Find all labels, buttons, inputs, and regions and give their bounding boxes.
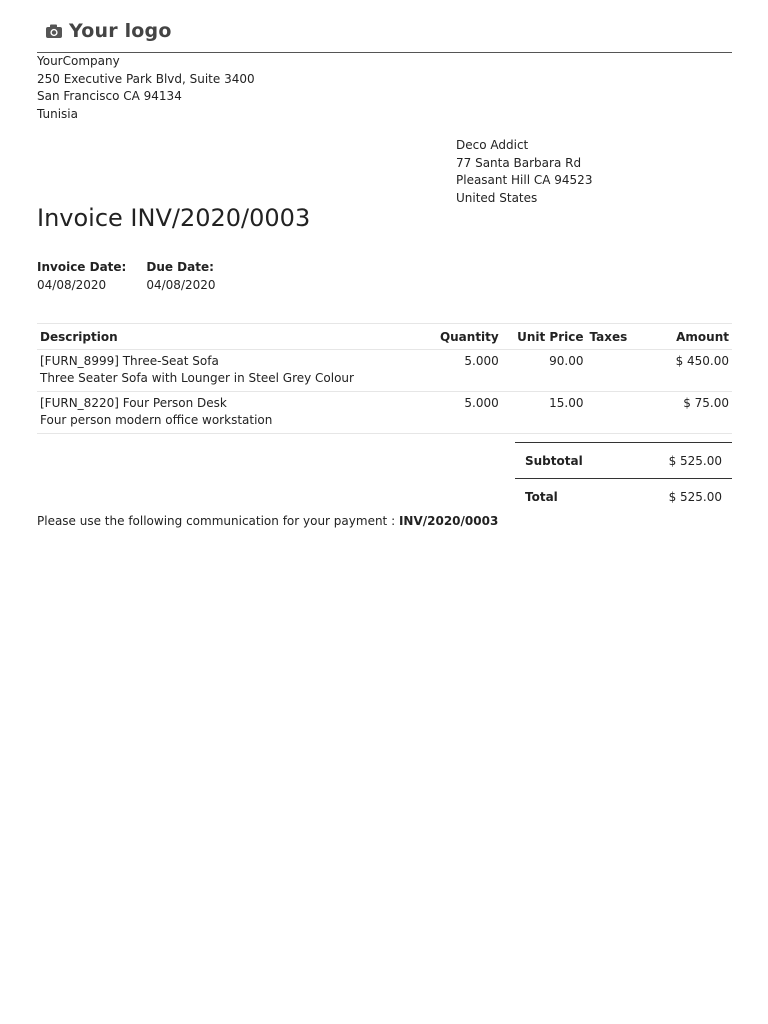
payment-reference: INV/2020/0003 <box>398 514 499 528</box>
customer-city: Pleasant Hill CA 94523 <box>456 173 593 187</box>
header-taxes: Taxes <box>587 324 645 350</box>
line-unit-price: 15.00 <box>502 392 587 434</box>
line-product: [FURN_8220] Four Person Desk <box>40 396 227 410</box>
line-taxes <box>587 350 645 392</box>
company-name: YourCompany <box>37 54 120 68</box>
customer-street: 77 Santa Barbara Rd <box>456 155 582 170</box>
header-amount: Amount <box>645 324 732 350</box>
due-date-block <box>146 258 215 294</box>
subtotal-label: Subtotal <box>525 453 583 468</box>
due-date-label: Due Date: <box>146 260 214 274</box>
line-product: [FURN_8999] Three-Seat Sofa <box>40 354 219 368</box>
customer-address <box>456 137 592 207</box>
subtotal-row <box>515 442 732 478</box>
due-date-value: 04/08/2020 <box>146 278 216 292</box>
invoice-lines-table <box>37 323 732 434</box>
invoice-date-value: 04/08/2020 <box>37 278 107 292</box>
company-city: San Francisco CA 94134 <box>37 89 182 103</box>
payment-communication <box>37 514 498 528</box>
invoice-date-label: Invoice Date: <box>37 260 127 274</box>
header-unit-price: Unit Price <box>502 324 587 350</box>
line-detail: Four person modern office workstation <box>40 413 273 427</box>
header-description: Description <box>37 324 417 350</box>
customer-name: Deco Addict <box>456 138 529 152</box>
line-taxes <box>587 392 645 434</box>
company-street: 250 Executive Park Blvd, Suite 3400 <box>37 71 255 86</box>
table-header-row <box>37 324 732 350</box>
company-country: Tunisia <box>37 106 78 121</box>
company-logo <box>45 20 172 42</box>
table-row <box>37 392 732 434</box>
payment-text: Please use the following communication for your payment : <box>37 514 399 528</box>
line-description <box>37 350 417 392</box>
line-quantity: 5.000 <box>417 392 501 434</box>
invoice-date-block <box>37 258 126 294</box>
logo-text: Your logo <box>69 20 172 42</box>
line-description <box>37 392 417 434</box>
customer-country: United States <box>456 190 538 205</box>
camera-icon <box>45 23 63 39</box>
line-unit-price: 90.00 <box>502 350 587 392</box>
company-address <box>37 53 255 123</box>
invoice-title: Invoice INV/2020/0003 <box>37 204 311 232</box>
subtotal-value: $ 525.00 <box>668 453 722 468</box>
totals-block <box>515 442 732 514</box>
table-row <box>37 350 732 392</box>
header-quantity: Quantity <box>417 324 501 350</box>
line-quantity: 5.000 <box>417 350 501 392</box>
invoice-dates <box>37 258 216 294</box>
total-row <box>515 478 732 514</box>
total-value: $ 525.00 <box>668 489 722 504</box>
line-detail: Three Seater Sofa with Lounger in Steel Grey Colour <box>40 371 354 385</box>
line-amount: $ 450.00 <box>645 350 732 392</box>
total-label: Total <box>525 489 558 504</box>
line-amount: $ 75.00 <box>645 392 732 434</box>
